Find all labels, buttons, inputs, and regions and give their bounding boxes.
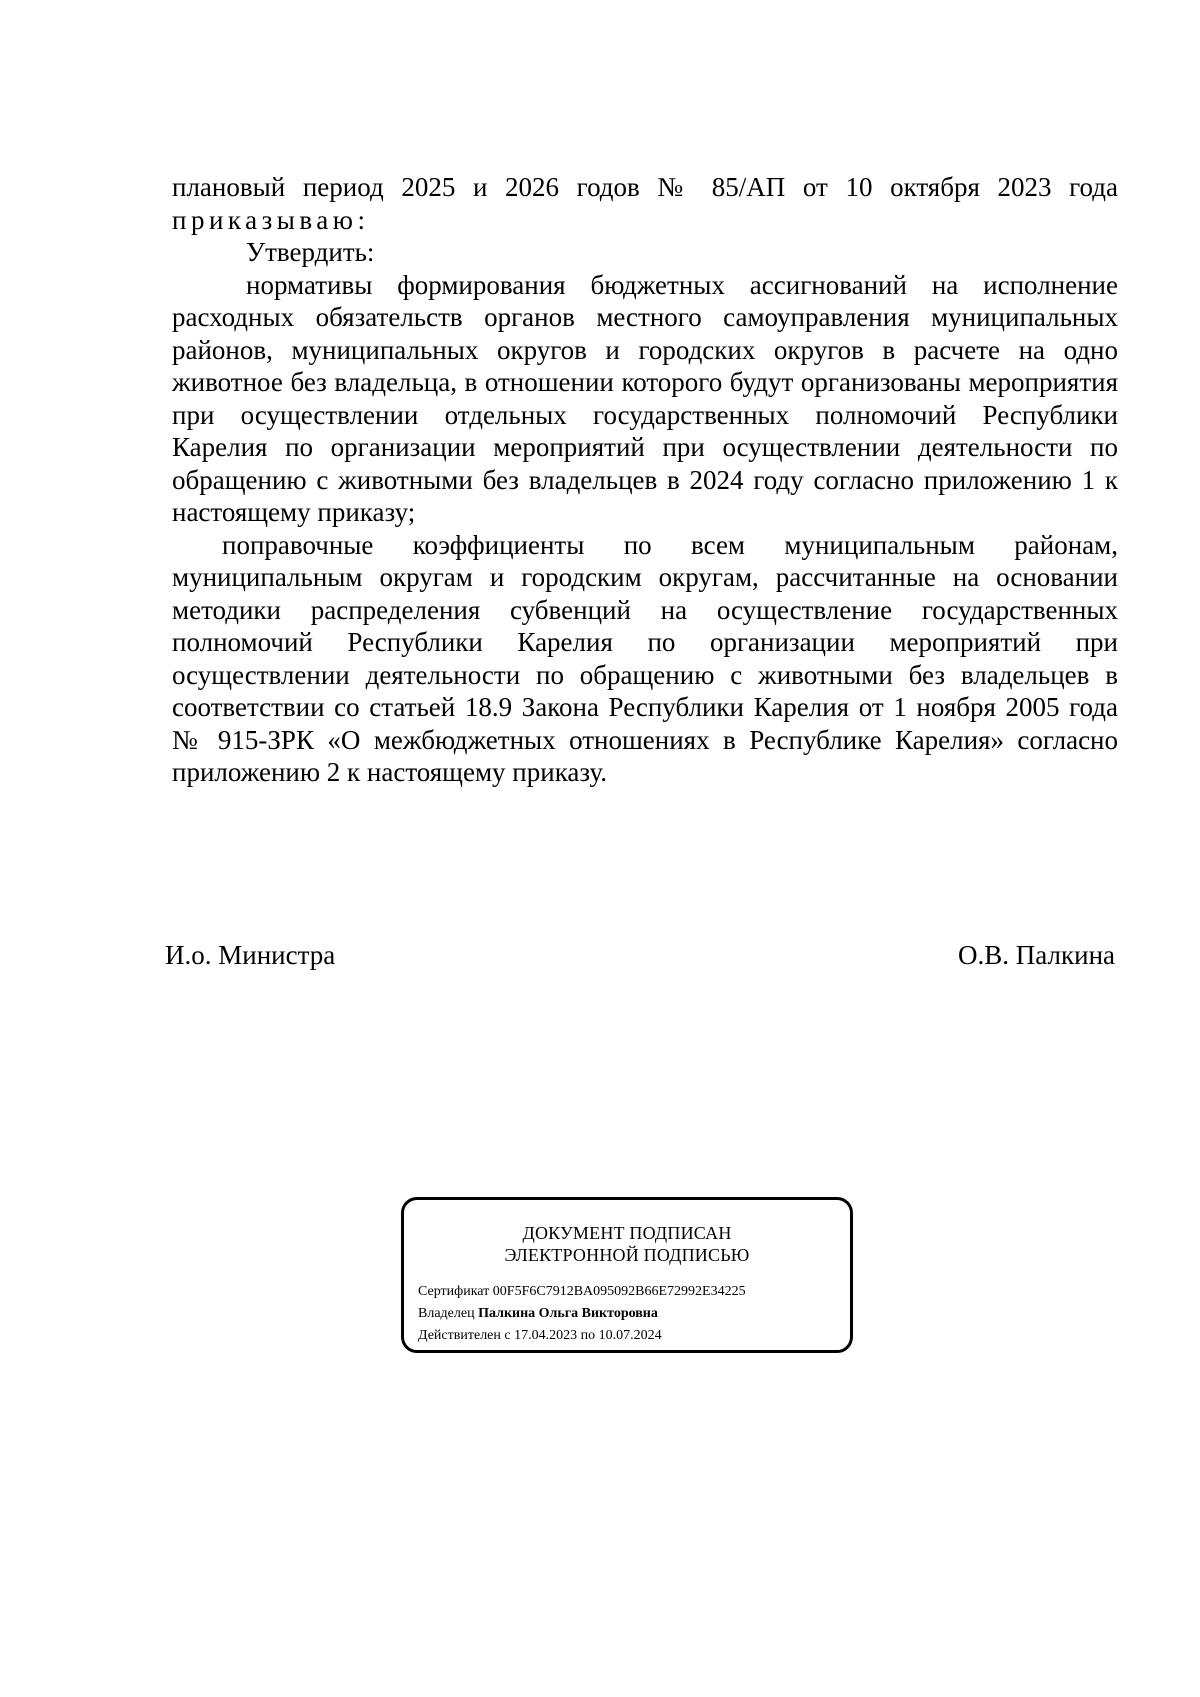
valid-to-label: по [580, 1328, 596, 1343]
paragraph-coefficients: поправочные коэффициенты по всем муниципальным районам, муниципальным округам и городским округам, рассчитанные на основании методики распределения субвенций на осуществление государственных полномочий Республики Карелия по организации мероприятий при осуществлении деятельности по обращению с животными без владельцев в соответствии со статьей 18.9 Закона Республики Карелия от 1 ноября 2005 года № 915-ЗРК «О межбюджетных отношениях в Республике Карелия» согласно приложению 2 к настоящему приказу. [172, 529, 1118, 787]
paragraph-norms: нормативы формирования бюджетных ассигнований на исполнение расходных обязательств органов местного самоуправления муниципальных районов, муниципальных округов и городских округов в расчете на одно животное без владельца, в отношении которого будут организованы мероприятия при осуществлении отдельных государственных полномочий Республики Карелия по организации мероприятий при осуществлении деятельности по обращению с животными без владельцев в 2024 году согласно приложению 1 к настоящему приказу; [172, 269, 1118, 527]
stamp-validity-line [418, 1325, 746, 1347]
stamp-details [418, 1281, 746, 1347]
certificate-value: 00F5F6C7912BA095092B66E72992E34225 [492, 1284, 746, 1299]
order-body-text [172, 171, 1118, 789]
paragraph-order-keyword: приказываю: [172, 204, 370, 235]
owner-label: Владелец [418, 1306, 475, 1321]
stamp-title [404, 1222, 850, 1266]
stamp-certificate-line [418, 1281, 746, 1303]
electronic-signature-stamp [401, 1197, 853, 1353]
valid-from-date: 17.04.2023 [514, 1328, 578, 1343]
stamp-owner-line [418, 1303, 746, 1325]
stamp-title-line-1: ДОКУМЕНТ ПОДПИСАН [522, 1223, 732, 1243]
stamp-title-line-2: ЭЛЕКТРОННОЙ ПОДПИСЬЮ [504, 1245, 750, 1265]
paragraph-approve: Утвердить: [246, 237, 375, 267]
signer-name: О.В. Палкина [958, 940, 1115, 970]
paragraph-intro-line: плановый период 2025 и 2026 годов № 85/АП от 10 октября 2023 года [172, 172, 1118, 202]
valid-to-date: 10.07.2024 [598, 1328, 662, 1343]
signer-position: И.о. Министра [165, 940, 336, 970]
valid-label: Действителен [418, 1328, 501, 1343]
owner-value: Палкина Ольга Викторовна [478, 1306, 658, 1321]
valid-from-label: с [504, 1328, 511, 1343]
certificate-label: Сертификат [418, 1284, 490, 1299]
